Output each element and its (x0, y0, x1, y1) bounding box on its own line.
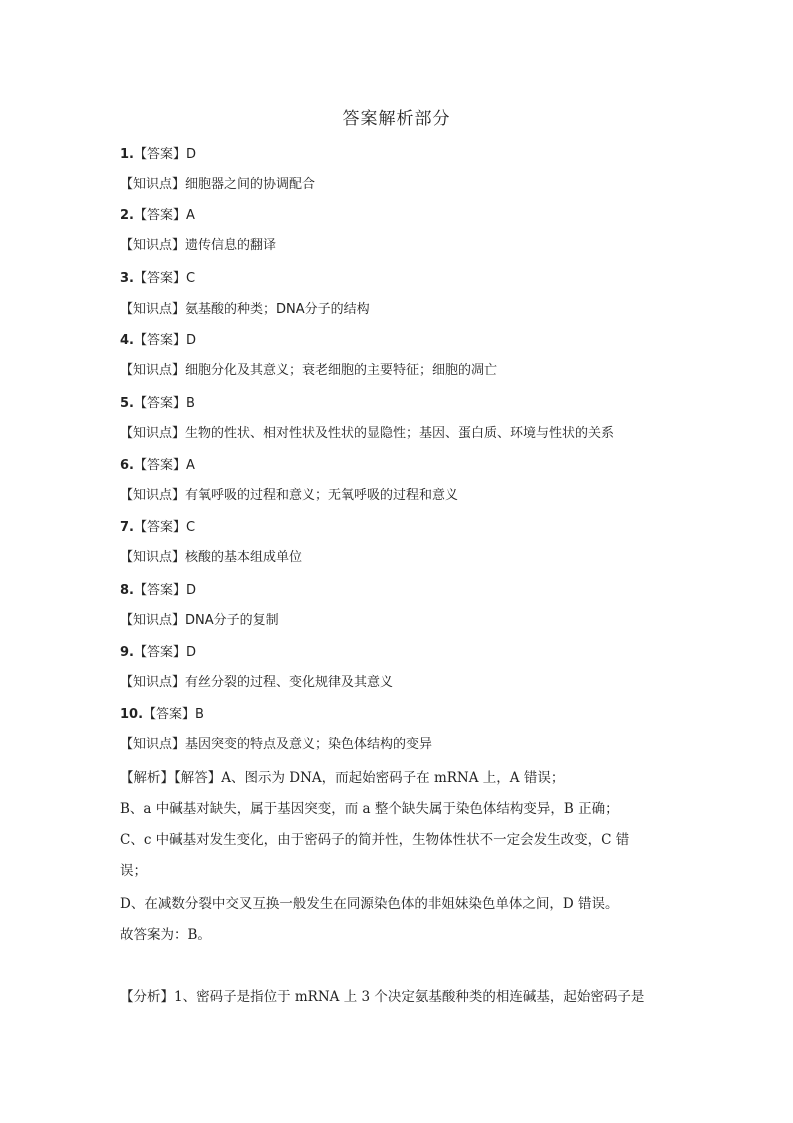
answer-line (120, 581, 196, 601)
knowledge-line (120, 236, 276, 256)
knowledge-tag: 【知识点】 (120, 613, 186, 628)
knowledge-line (120, 611, 279, 631)
knowledge-line (120, 548, 302, 568)
answer-tag: 【答案】 (133, 271, 186, 286)
knowledge-line (120, 175, 315, 195)
knowledge-line (120, 673, 393, 693)
analysis-line: 误； (120, 863, 147, 879)
answer-value: D (186, 147, 197, 162)
answer-value: B (195, 707, 204, 722)
answer-tag: 【答案】 (133, 520, 186, 535)
knowledge-tag: 【知识点】 (120, 363, 186, 378)
knowledge-tag: 【知识点】 (120, 302, 186, 317)
answer-tag: 【答案】 (133, 583, 186, 598)
page-title: 答案解析部分 (342, 109, 451, 129)
knowledge-line (120, 735, 432, 755)
answer-line (120, 206, 195, 226)
knowledge-text: 氨基酸的种类；DNA分子的结构 (185, 302, 370, 317)
question-number: 2. (120, 208, 134, 223)
knowledge-text: 有丝分裂的过程、变化规律及其意义 (185, 675, 394, 690)
question-number: 7. (120, 520, 134, 535)
answer-value: A (186, 208, 195, 223)
question-number: 8. (120, 583, 134, 598)
question-number: 5. (120, 396, 134, 411)
knowledge-text: 有氧呼吸的过程和意义；无氧呼吸的过程和意义 (185, 488, 459, 503)
knowledge-line (120, 361, 497, 381)
answer-value: D (186, 645, 197, 660)
answer-line (120, 705, 204, 725)
answer-value: D (186, 583, 197, 598)
answer-tag: 【答案】 (133, 333, 186, 348)
knowledge-tag: 【知识点】 (120, 238, 186, 253)
answer-line (120, 145, 196, 165)
question-number: 1. (120, 147, 134, 162)
knowledge-line (120, 300, 370, 320)
knowledge-tag: 【知识点】 (120, 488, 186, 503)
knowledge-tag: 【知识点】 (120, 177, 186, 192)
analysis-line: B、a 中碱基对缺失，属于基因突变，而 a 整个缺失属于染色体结构变异，B 正确； (120, 801, 619, 817)
answer-line (120, 331, 196, 351)
question-number: 6. (120, 458, 134, 473)
knowledge-text: 细胞器之间的协调配合 (185, 177, 316, 192)
question-number: 10. (120, 707, 144, 722)
answer-value: C (186, 271, 196, 286)
answer-tag: 【答案】 (143, 707, 196, 722)
answer-tag: 【答案】 (133, 147, 186, 162)
answer-tag: 【答案】 (133, 458, 186, 473)
knowledge-tag: 【知识点】 (120, 426, 186, 441)
analysis-line: D、在减数分裂中交叉互换一般发生在同源染色体的非姐妹染色单体之间，D 错误。 (120, 896, 619, 912)
answer-line (120, 518, 195, 538)
answer-line (120, 456, 195, 476)
knowledge-text: 细胞分化及其意义；衰老细胞的主要特征；细胞的凋亡 (185, 363, 498, 378)
analysis-line: 【解析】【解答】A、图示为 DNA，而起始密码子在 mRNA 上，A 错误； (120, 770, 565, 786)
answer-tag: 【答案】 (133, 645, 186, 660)
knowledge-line (120, 424, 614, 444)
knowledge-tag: 【知识点】 (120, 737, 186, 752)
knowledge-text: 核酸的基本组成单位 (185, 550, 303, 565)
knowledge-text: DNA分子的复制 (185, 613, 279, 628)
answer-line (120, 269, 195, 289)
analysis-line: 【分析】1、密码子是指位于 mRNA 上 3 个决定氨基酸种类的相连碱基，起始密码子是 (120, 989, 645, 1005)
knowledge-text: 遗传信息的翻译 (185, 238, 277, 253)
knowledge-tag: 【知识点】 (120, 550, 186, 565)
answer-value: C (186, 520, 196, 535)
answer-line (120, 643, 196, 663)
knowledge-line (120, 486, 458, 506)
question-number: 9. (120, 645, 134, 660)
answer-value: B (186, 396, 195, 411)
question-number: 4. (120, 333, 134, 348)
knowledge-text: 生物的性状、相对性状及性状的显隐性；基因、蛋白质、环境与性状的关系 (185, 426, 615, 441)
answer-tag: 【答案】 (133, 396, 186, 411)
answer-line (120, 394, 195, 414)
answer-tag: 【答案】 (133, 208, 186, 223)
answer-value: A (186, 458, 195, 473)
knowledge-tag: 【知识点】 (120, 675, 186, 690)
answer-value: D (186, 333, 197, 348)
analysis-line: C、c 中碱基对发生变化，由于密码子的简并性，生物体性状不一定会发生改变，C 错 (120, 832, 630, 848)
question-number: 3. (120, 271, 134, 286)
analysis-line: 故答案为：B。 (120, 927, 211, 943)
knowledge-text: 基因突变的特点及意义；染色体结构的变异 (185, 737, 433, 752)
